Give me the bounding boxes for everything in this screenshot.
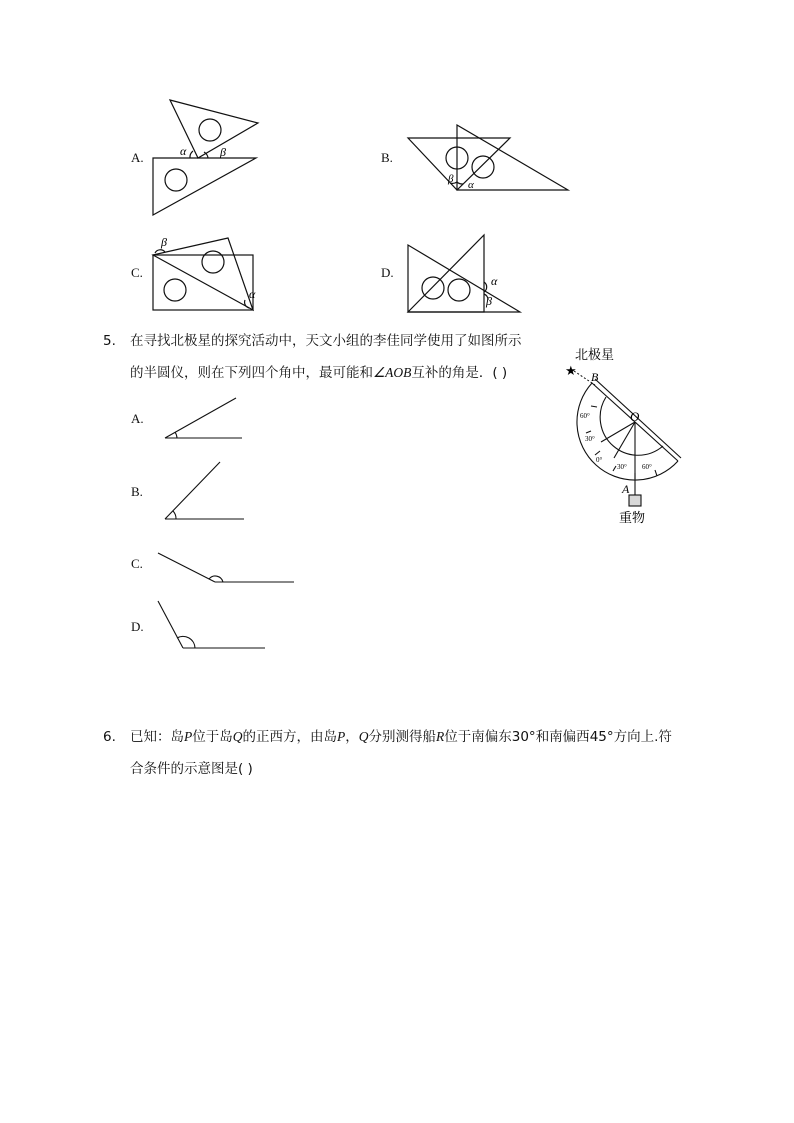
inner-arc [600,397,663,455]
q6-part: 和南偏西 [535,729,590,745]
q5-text-line1: 在寻找北极星的探究活动中，天文小组的李佳同学使用了如图所示 [130,333,522,349]
q5-angle-d [155,598,270,653]
q6-part: 位于岛 [192,729,233,745]
q5-text-line2 [130,363,507,383]
q5-option-b-label: B. [131,484,143,499]
q6-text-line2: 合条件的示意图是( ) [130,761,253,777]
beta-label: β [220,145,226,159]
weight-label: 重物 [619,511,646,526]
q4-figure-b [400,120,575,200]
q6-text-line1 [130,727,672,747]
beta-label: β [161,235,167,249]
q6-number: 6. [103,729,116,745]
q6-part: 分别测得船 [368,729,436,745]
point-o-label: O [630,409,640,424]
q4-option-c-label: C. [131,265,143,280]
circle-lower [164,279,186,301]
q5-option-c-label: C. [131,556,143,571]
alpha-label: α [468,179,474,191]
weight-box [629,495,641,506]
angle-arc-alpha [190,151,193,158]
angle-arc-alpha [457,182,463,184]
q6-angle-45: 45° [589,729,614,745]
q5-option-d-label: D. [131,619,144,634]
q6-part: 方向上.符 [613,729,672,745]
q5-angle-b [160,458,250,523]
q4-option-d-label: D. [381,265,394,280]
outer-arc [577,383,678,480]
q6-angle-30: 30° [511,729,536,745]
q5-line2-suffix: 互补的角是．( ) [411,365,508,381]
triangle-right [408,235,484,312]
star-icon: ★ [565,363,577,378]
q4-option-b-label: B. [381,150,393,165]
deg-60-right: 60° [642,463,652,471]
alpha-label: α [249,287,256,301]
north-star-label: 北极星 [575,348,615,363]
q5-angle-c [155,548,300,588]
circle-right [448,279,470,301]
triangle-left [408,138,510,190]
q6-part: 位于南偏东 [444,729,512,745]
triangle-lower [153,158,256,215]
q4-option-a-label: A. [131,150,144,165]
q6-part: 的正西方，由岛 [242,729,337,745]
q5-option-a-label: A. [131,411,144,426]
deg-30-right: 30° [617,463,627,471]
circle-lower [165,169,187,191]
q4-figure-d [400,230,530,315]
q6-var-r: R [436,729,445,744]
alpha-label: α [491,274,498,288]
q6-var-p: P [337,729,346,744]
circle-left [422,277,444,299]
q4-figure-a [140,95,270,220]
q6-var-q: Q [232,729,243,744]
deg-0: 0° [596,456,603,464]
q5-number: 5. [103,333,116,349]
q6-part: 已知：岛 [130,729,184,745]
q5-protractor-figure [555,343,690,528]
q5-angle-a [160,395,250,445]
q6-var-p: P [184,729,193,744]
deg-60-left: 60° [580,412,590,420]
point-a-label: A [622,482,630,496]
q5-line2-prefix: 的半圆仪，则在下列四个角中，最可能和 [130,365,373,381]
beta-label: β [448,173,454,185]
circle-upper [202,251,224,273]
q6-part: ， [345,729,359,745]
q6-var-q: Q [358,729,369,744]
q5-angle-aob: ∠AOB [373,365,412,380]
beta-label: β [486,294,492,308]
alpha-label: α [180,144,187,158]
q4-figure-c [145,230,265,315]
circle-upper [199,119,221,141]
circle-right [472,156,494,178]
deg-30-left: 30° [585,435,595,443]
point-b-label: B [591,370,599,384]
